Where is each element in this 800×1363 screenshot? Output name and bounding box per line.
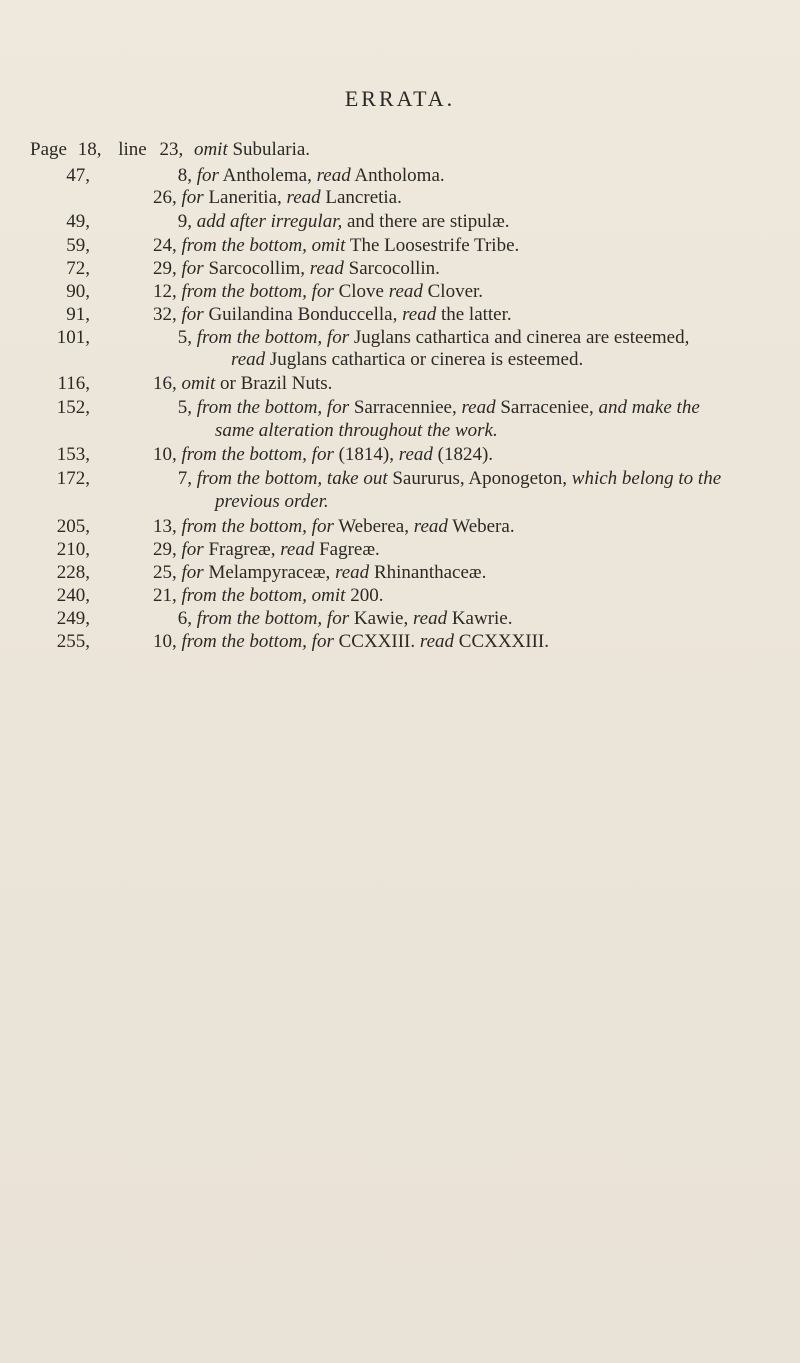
line-number: 32, (153, 304, 177, 325)
line-number: 7, (177, 468, 192, 489)
correction-text: 200. (345, 585, 384, 606)
line-number: 16, (153, 373, 177, 394)
correction (161, 165, 791, 186)
page-number: 152, (56, 397, 90, 418)
replacement-text: Rhinanthaceæ. (369, 562, 487, 583)
correction (153, 539, 783, 560)
continuation-line: previous order. (215, 491, 329, 512)
action-text: from the bottom, for (181, 444, 334, 465)
line-number: 13, (153, 516, 177, 537)
correction (153, 631, 783, 652)
read-text: read (413, 516, 448, 537)
page-number: 210, (56, 539, 90, 560)
correction-text: The Loosestrife Tribe. (345, 235, 520, 256)
page-number: 90, (66, 281, 90, 302)
page-number: 91, (66, 304, 90, 325)
correction-text: (1814), (333, 444, 399, 465)
page-number: 49, (66, 211, 90, 232)
replacement-text: Fagreæ. (314, 539, 380, 560)
replacement-text: Juglans cathartica or cinerea is esteemed. (265, 349, 584, 370)
read-text: read (388, 281, 423, 302)
replacement-text: Kawrie. (447, 608, 513, 629)
line-number: 9, (177, 211, 192, 232)
action-text: from the bottom, for (181, 281, 334, 302)
correction-text: Sarracenniee, (349, 397, 462, 418)
action-text: from the bottom, take out (196, 468, 388, 489)
line-number: 6, (177, 608, 192, 629)
read-text: read (280, 539, 315, 560)
line-number: 10, (153, 631, 177, 652)
read-text: read (231, 349, 266, 370)
replacement-text: Lancretia. (320, 187, 402, 208)
correction (161, 211, 791, 232)
line-number: 29, (153, 258, 177, 279)
correction (153, 516, 783, 537)
page-number: 47, (66, 165, 90, 186)
correction-text: and there are stipulæ. (342, 211, 510, 232)
page-number: 205, (56, 516, 90, 537)
action-text: for (181, 258, 204, 279)
continuation-text: and make the (598, 397, 700, 418)
page-number: 18, (77, 139, 102, 160)
replacement-text: CCXXXIII. (454, 631, 550, 652)
page-number: 228, (56, 562, 90, 583)
action-text: for (181, 539, 204, 560)
correction-text: Sarcocollim, (203, 258, 310, 279)
correction (153, 187, 783, 208)
correction (153, 585, 783, 606)
page-number: 249, (56, 608, 90, 629)
page-number: 116, (57, 373, 90, 394)
correction (153, 304, 783, 325)
page-label: Page (30, 139, 67, 160)
page-number: 255, (56, 631, 90, 652)
line-number: 25, (153, 562, 177, 583)
action-text: from the bottom, omit (181, 585, 346, 606)
read-text: read (398, 444, 433, 465)
replacement-text: the latter. (436, 304, 512, 325)
line-number: 29, (153, 539, 177, 560)
action-text: omit (181, 373, 216, 394)
action-text: for (196, 165, 219, 186)
correction (153, 373, 783, 394)
read-text: read (309, 258, 344, 279)
correction-text: Fragreæ, (203, 539, 281, 560)
correction (153, 444, 783, 465)
correction-text: Weberea, (333, 516, 414, 537)
line-label: line (118, 139, 147, 160)
replacement-text: Sarraceniee, (495, 397, 599, 418)
correction-text: CCXXIII. (333, 631, 420, 652)
replacement-text: Clover. (422, 281, 484, 302)
page-number: 240, (56, 585, 90, 606)
correction (153, 258, 783, 279)
page-number: 72, (66, 258, 90, 279)
read-text: read (419, 631, 455, 652)
correction (161, 397, 791, 418)
correction-text: or Brazil Nuts. (215, 373, 333, 394)
action-text: for (181, 304, 204, 325)
action-text: from the bottom, for (181, 631, 334, 652)
correction-text: Melampyraceæ, (203, 562, 336, 583)
line-number: 8, (177, 165, 192, 186)
action-text: for (181, 187, 204, 208)
correction-text: Clove (333, 281, 389, 302)
line-number: 12, (153, 281, 177, 302)
continuation-line: same alteration throughout the work. (215, 420, 498, 441)
line-number: 26, (153, 187, 177, 208)
read-text: read (316, 165, 351, 186)
page-number: 59, (66, 235, 90, 256)
correction-text: Laneritia, (203, 187, 287, 208)
read-text: read (402, 304, 437, 325)
line-number: 23, (159, 139, 184, 160)
action-text: from the bottom, for (196, 608, 350, 629)
line-number: 5, (177, 327, 192, 348)
correction (153, 235, 783, 256)
correction (161, 327, 791, 348)
line-number: 5, (177, 397, 192, 418)
correction (153, 281, 783, 302)
action-text: add after irregular, (196, 211, 343, 232)
replacement-text: (1824). (432, 444, 494, 465)
replacement-text: Antholoma. (350, 165, 445, 186)
correction-text: Subularia. (227, 139, 311, 160)
read-text: read (461, 397, 496, 418)
page-number: 101, (56, 327, 90, 348)
correction-text: Guilandina Bonduccella, (203, 304, 403, 325)
action-text: for (181, 562, 204, 583)
action-text: from the bottom, for (181, 516, 334, 537)
action-text: from the bottom, for (196, 397, 350, 418)
read-text: read (286, 187, 321, 208)
correction (161, 608, 791, 629)
correction-text: Saururus, Aponogeton, (387, 468, 572, 489)
correction (161, 468, 791, 489)
line-number: 10, (153, 444, 177, 465)
correction-text: Antholema, (218, 165, 317, 186)
read-text: read (335, 562, 370, 583)
read-text: read (412, 608, 448, 629)
action-text: from the bottom, omit (181, 235, 346, 256)
correction (153, 562, 783, 583)
line-number: 24, (153, 235, 177, 256)
replacement-text: Sarcocollin. (343, 258, 440, 279)
correction-text: Juglans cathartica and cinerea are esteemed, (349, 327, 690, 348)
action-text: omit (193, 139, 228, 160)
page-number: 153, (56, 444, 90, 465)
errata-header-line (30, 139, 310, 161)
action-text: from the bottom, for (196, 327, 350, 348)
replacement-text: Webera. (447, 516, 515, 537)
page-number: 172, (56, 468, 90, 489)
correction-text: Kawie, (349, 608, 413, 629)
page-title: ERRATA. (344, 86, 456, 111)
continuation-text: which belong to the (571, 468, 722, 489)
continuation-line (231, 349, 583, 370)
line-number: 21, (153, 585, 177, 606)
